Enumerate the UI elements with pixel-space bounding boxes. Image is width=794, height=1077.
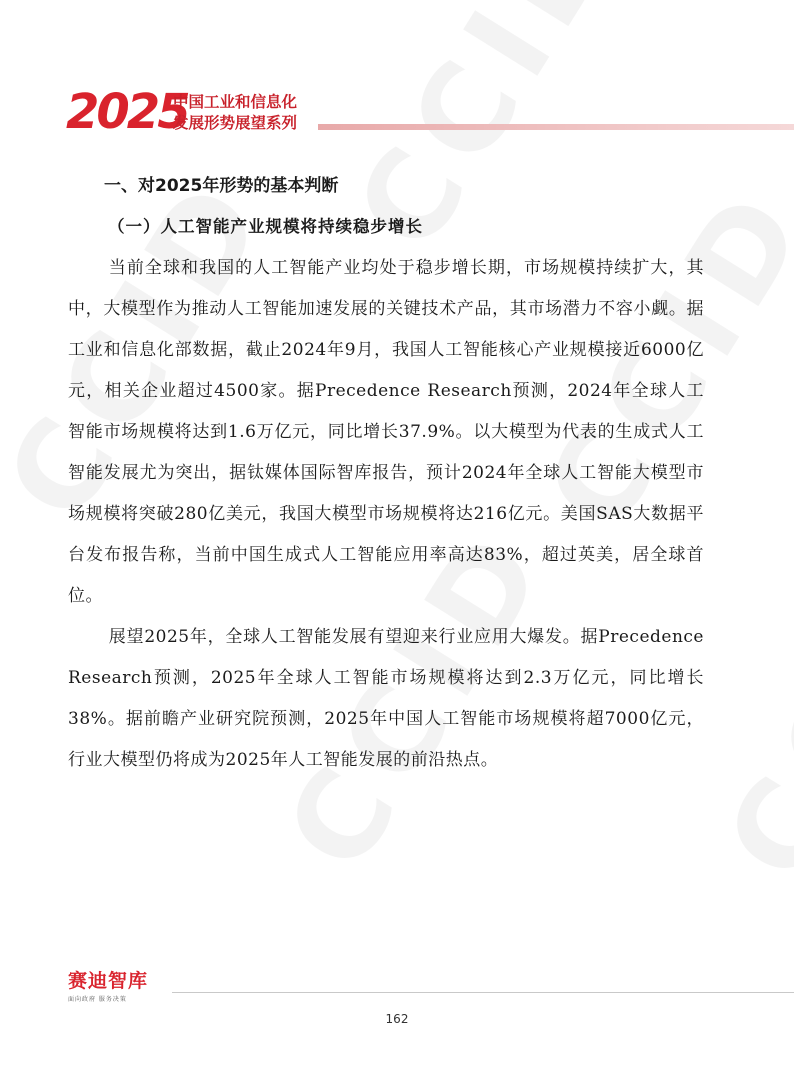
header-rule bbox=[318, 124, 794, 130]
year-logo-text: 2025 bbox=[66, 84, 188, 140]
series-title-line1: 中国工业和信息化 bbox=[173, 93, 298, 111]
series-title bbox=[173, 92, 297, 134]
body-paragraph: 当前全球和我国的人工智能产业均处于稳步增长期，市场规模持续扩大，其中，大模型作为推动人工智能加速发展的关键技术产品，其市场潜力不容小觑。据工业和信息化部数据，截止2024年9月，我国人工智能核心产业规模接近6000亿元，相关企业超过4500家。据Precedence Research预测，2024年全球人工智能市场规模将达到1.6万亿元，同比增长37.9%。以大模型为代表的生成式人工智能发展尤为突出，据钛媒体国际智库报告，预计2024年全球人工智能大模型市场规模将突破280亿美元，我国大模型市场规模将达216亿元。美国SAS大数据平台发布报告称，当前中国生成式人工智能应用率高达83%，超过英美，居全球首位。 bbox=[68, 258, 704, 606]
section-heading: 一、对2025年形势的基本判断 bbox=[104, 176, 339, 196]
page-header bbox=[66, 84, 794, 140]
page-content bbox=[68, 166, 704, 781]
year-logo bbox=[66, 84, 188, 140]
section-subheading: （一）人工智能产业规模将持续稳步增长 bbox=[108, 217, 423, 236]
footer-rule bbox=[172, 992, 794, 993]
brand-slogan: 面向政府 服务决策 bbox=[68, 996, 127, 1003]
brand-name: 赛迪智库 bbox=[68, 970, 149, 992]
watermark bbox=[700, 511, 794, 904]
footer-logo bbox=[68, 970, 148, 1003]
series-title-line2: 发展形势展望系列 bbox=[173, 114, 298, 132]
body-paragraph: 展望2025年，全球人工智能发展有望迎来行业应用大爆发。据Precedence Research预测，2025年全球人工智能市场规模将达到2.3万亿元，同比增长38%。据前瞻产业研究院预测，2025年中国人工智能市场规模将超7000亿元，行业大模型仍将成为2025年人工智能发展的前沿热点。 bbox=[68, 627, 704, 770]
page-number: 162 bbox=[385, 1012, 409, 1026]
